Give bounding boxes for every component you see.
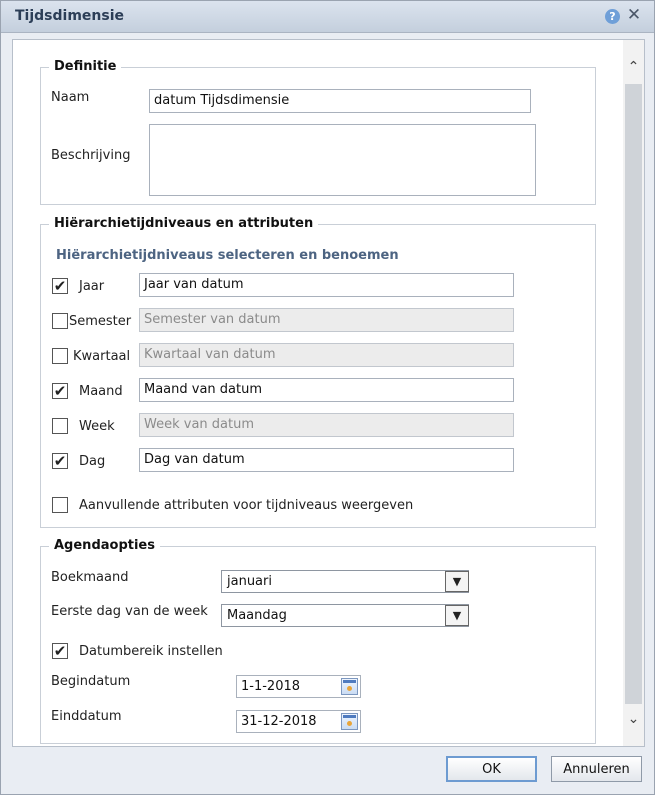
ok-button[interactable]: OK xyxy=(446,756,537,782)
jaar-label: Jaar xyxy=(79,279,105,294)
chevron-down-icon[interactable]: ▼ xyxy=(445,605,469,626)
hierarchie-subheading: Hiërarchietijdniveaus selecteren en benoemen xyxy=(56,248,399,263)
dialog-content xyxy=(12,39,645,747)
extra-attributes-checkbox[interactable] xyxy=(52,497,68,513)
calendar-icon[interactable] xyxy=(341,713,358,730)
cancel-button[interactable]: Annuleren xyxy=(551,756,642,782)
einddatum-label: Einddatum xyxy=(51,709,122,724)
semester-input: Semester van datum xyxy=(139,308,514,332)
boekmaand-select[interactable] xyxy=(221,570,469,593)
eerste-dag-label: Eerste dag van de week xyxy=(51,604,208,619)
datumbereik-checkbox[interactable]: ✔ xyxy=(53,642,67,660)
week-label: Week xyxy=(79,419,115,434)
scroll-up-icon[interactable]: ⌃ xyxy=(627,59,640,75)
einddatum-value: 31-12-2018 xyxy=(241,714,317,729)
maand-checkbox[interactable]: ✔ xyxy=(53,382,67,400)
extra-attributes-label: Aanvullende attributen voor tijdniveaus weergeven xyxy=(79,498,414,513)
calendar-icon[interactable] xyxy=(341,678,358,695)
jaar-input[interactable]: Jaar van datum xyxy=(139,273,514,297)
hierarchie-legend: Hiërarchietijdniveaus en attributen xyxy=(49,216,318,231)
beschrijving-label: Beschrijving xyxy=(51,148,131,163)
kwartaal-label: Kwartaal xyxy=(73,349,131,364)
eerste-dag-select[interactable] xyxy=(221,604,469,627)
help-icon[interactable]: ? xyxy=(605,9,620,24)
begindatum-value: 1-1-2018 xyxy=(241,679,301,694)
hierarchie-group xyxy=(40,216,596,528)
week-checkbox[interactable] xyxy=(52,418,68,434)
jaar-checkbox[interactable]: ✔ xyxy=(53,277,67,295)
definitie-legend: Definitie xyxy=(49,59,121,74)
boekmaand-label: Boekmaand xyxy=(51,570,129,585)
week-input: Week van datum xyxy=(139,413,514,437)
dag-checkbox[interactable]: ✔ xyxy=(53,452,67,470)
scrollbar-thumb[interactable] xyxy=(625,84,642,704)
semester-label: Semester xyxy=(69,314,132,329)
dag-label: Dag xyxy=(79,454,106,469)
eerste-dag-value: Maandag xyxy=(227,608,287,623)
boekmaand-value: januari xyxy=(227,574,272,589)
maand-input[interactable]: Maand van datum xyxy=(139,378,514,402)
naam-input[interactable]: datum Tijdsdimensie xyxy=(149,89,531,113)
begindatum-label: Begindatum xyxy=(51,674,131,689)
maand-label: Maand xyxy=(79,384,123,399)
semester-checkbox[interactable] xyxy=(52,313,68,329)
naam-label: Naam xyxy=(51,90,90,105)
dag-input[interactable]: Dag van datum xyxy=(139,448,514,472)
title-bar[interactable] xyxy=(1,1,654,33)
agenda-legend: Agendaopties xyxy=(49,538,160,553)
vertical-scrollbar[interactable] xyxy=(623,40,644,746)
dialog-title: Tijdsdimensie xyxy=(15,8,124,24)
kwartaal-checkbox[interactable] xyxy=(52,348,68,364)
datumbereik-label: Datumbereik instellen xyxy=(79,644,223,659)
einddatum-input[interactable] xyxy=(236,710,361,733)
kwartaal-input: Kwartaal van datum xyxy=(139,343,514,367)
chevron-down-icon[interactable]: ▼ xyxy=(445,571,469,592)
begindatum-input[interactable] xyxy=(236,675,361,698)
close-icon[interactable]: ✕ xyxy=(626,5,642,25)
scroll-down-icon[interactable]: ⌄ xyxy=(627,711,640,727)
beschrijving-textarea[interactable] xyxy=(149,124,536,196)
